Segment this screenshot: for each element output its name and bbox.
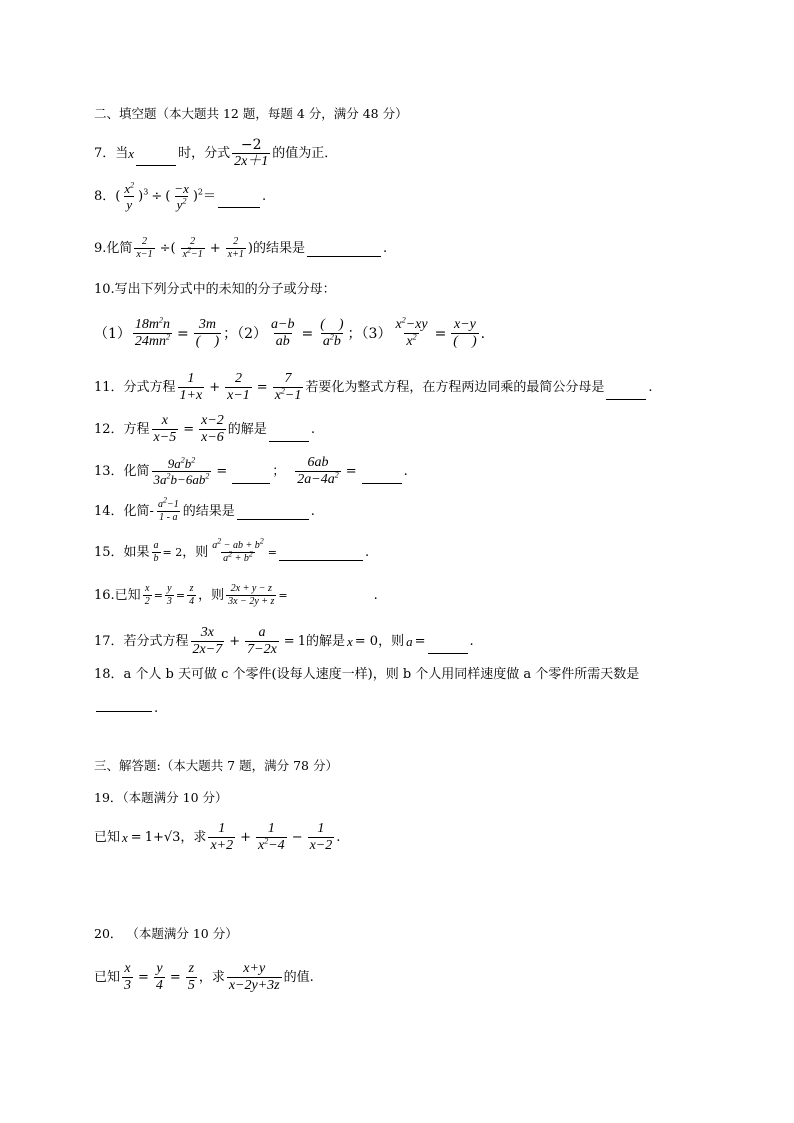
section-3-title: 三、解答题:（本大题共 7 题，满分 78 分） [94, 758, 338, 773]
question-15: 15．如果 $\frac{a}{b}$ = 2 ，则 $\frac{a^2 - ab + b^2}{a^2 + b^2}$ = . [94, 536, 370, 564]
answer-blank[interactable] [279, 559, 363, 561]
question-13: 13．化简 $\frac{9a^2b^2}{3a^2b-6ab^2}$ = ； $\frac{6ab}{2a-4a^2}$ = . [94, 455, 408, 487]
section-2-title: 二、填空题（本大题共 12 题，每题 4 分，满分 48 分） [94, 106, 408, 121]
question-17: 17．若分式方程 $\frac{3x}{2x-7}$ + $\frac{a}{7-2x}$ = 1 的解是 x = 0 ，则 a = . [94, 625, 474, 657]
answer-blank[interactable] [307, 255, 381, 257]
question-10: 10.写出下列分式中的未知的分子或分母： [94, 282, 336, 297]
question-9: 9.化简 $\frac{2}{x-1}$ ÷( $\frac{2}{x^2-1}$ + $\frac{2}{x+1}$ ) 的结果是 . [94, 236, 388, 260]
question-19-header: 19．（本题满分 10 分） [94, 790, 228, 805]
question-20: 已知 $\frac{x}{3}$ = $\frac{y}{4}$ = $\frac{z}{5}$ ，求 $\frac{x+y}{x-2y+3z}$ 的值. [94, 961, 314, 993]
answer-blank[interactable] [232, 482, 270, 484]
question-19: 已知 x = 1+√3 ，求 $\frac{1}{x+2}$ + $\frac{1}{x^2-4}$ − $\frac{1}{x-2}$ . [94, 821, 341, 853]
question-16: 16.已知 $\frac{x}{2}$ = $\frac{y}{3}$ = $\frac{z}{4}$ ，则 $\frac{2x + y - z}{3x - 2y + z}$ = . [94, 583, 378, 607]
question-10-parts: （1） $\frac{18m^2n}{24mn^2}$ = $\frac{3m}{( )}$ ；（2） $\frac{a-b}{ab}$ = $\frac{( )}{a^2b}$ ；（3） $\frac{x^2-xy}{x^2}$ = $\frac{x-y}{( )}$ . [94, 315, 486, 349]
question-8: 8． ( $\frac{x^2}{y}$ )$^3$ ÷ ( $\frac{-x}{y^2}$ )$^2$ ＝ . [94, 180, 267, 212]
question-20-header: 20． （本题满分 10 分） [94, 926, 238, 941]
answer-blank[interactable] [218, 206, 260, 208]
question-18: 18．a 个人 b 天可做 c 个零件(设每人速度一样)，则 b 个人用同样速度做 a 个零件所需天数是 [94, 667, 640, 682]
question-14: 14．化简 - $\frac{a^2-1}{1 - a}$ 的结果是 . [94, 495, 315, 523]
answer-blank[interactable] [269, 440, 309, 442]
question-11: 11．分式方程 $\frac{1}{1+x}$ + $\frac{2}{x-1}$ = $\frac{7}{x^2-1}$ 若要化为整式方程，在方程两边同乘的最简公分母是 . [94, 371, 653, 403]
answer-blank[interactable] [96, 710, 152, 712]
question-18-answer: . [94, 702, 158, 715]
answer-blank[interactable] [237, 518, 309, 520]
question-12: 12．方程 $\frac{x}{x-5}$ = $\frac{x-2}{x-6}$ 的解是 . [94, 413, 315, 445]
answer-blank[interactable] [362, 482, 402, 484]
question-7: 7．当 x 时，分式 $\frac{-2}{2x+1}$ 的值为正． [94, 137, 338, 169]
fraction: $\frac{-2}{2x+1}$ [234, 137, 269, 169]
answer-blank[interactable] [428, 652, 468, 654]
answer-blank[interactable] [606, 398, 646, 400]
answer-blank[interactable] [136, 164, 176, 166]
